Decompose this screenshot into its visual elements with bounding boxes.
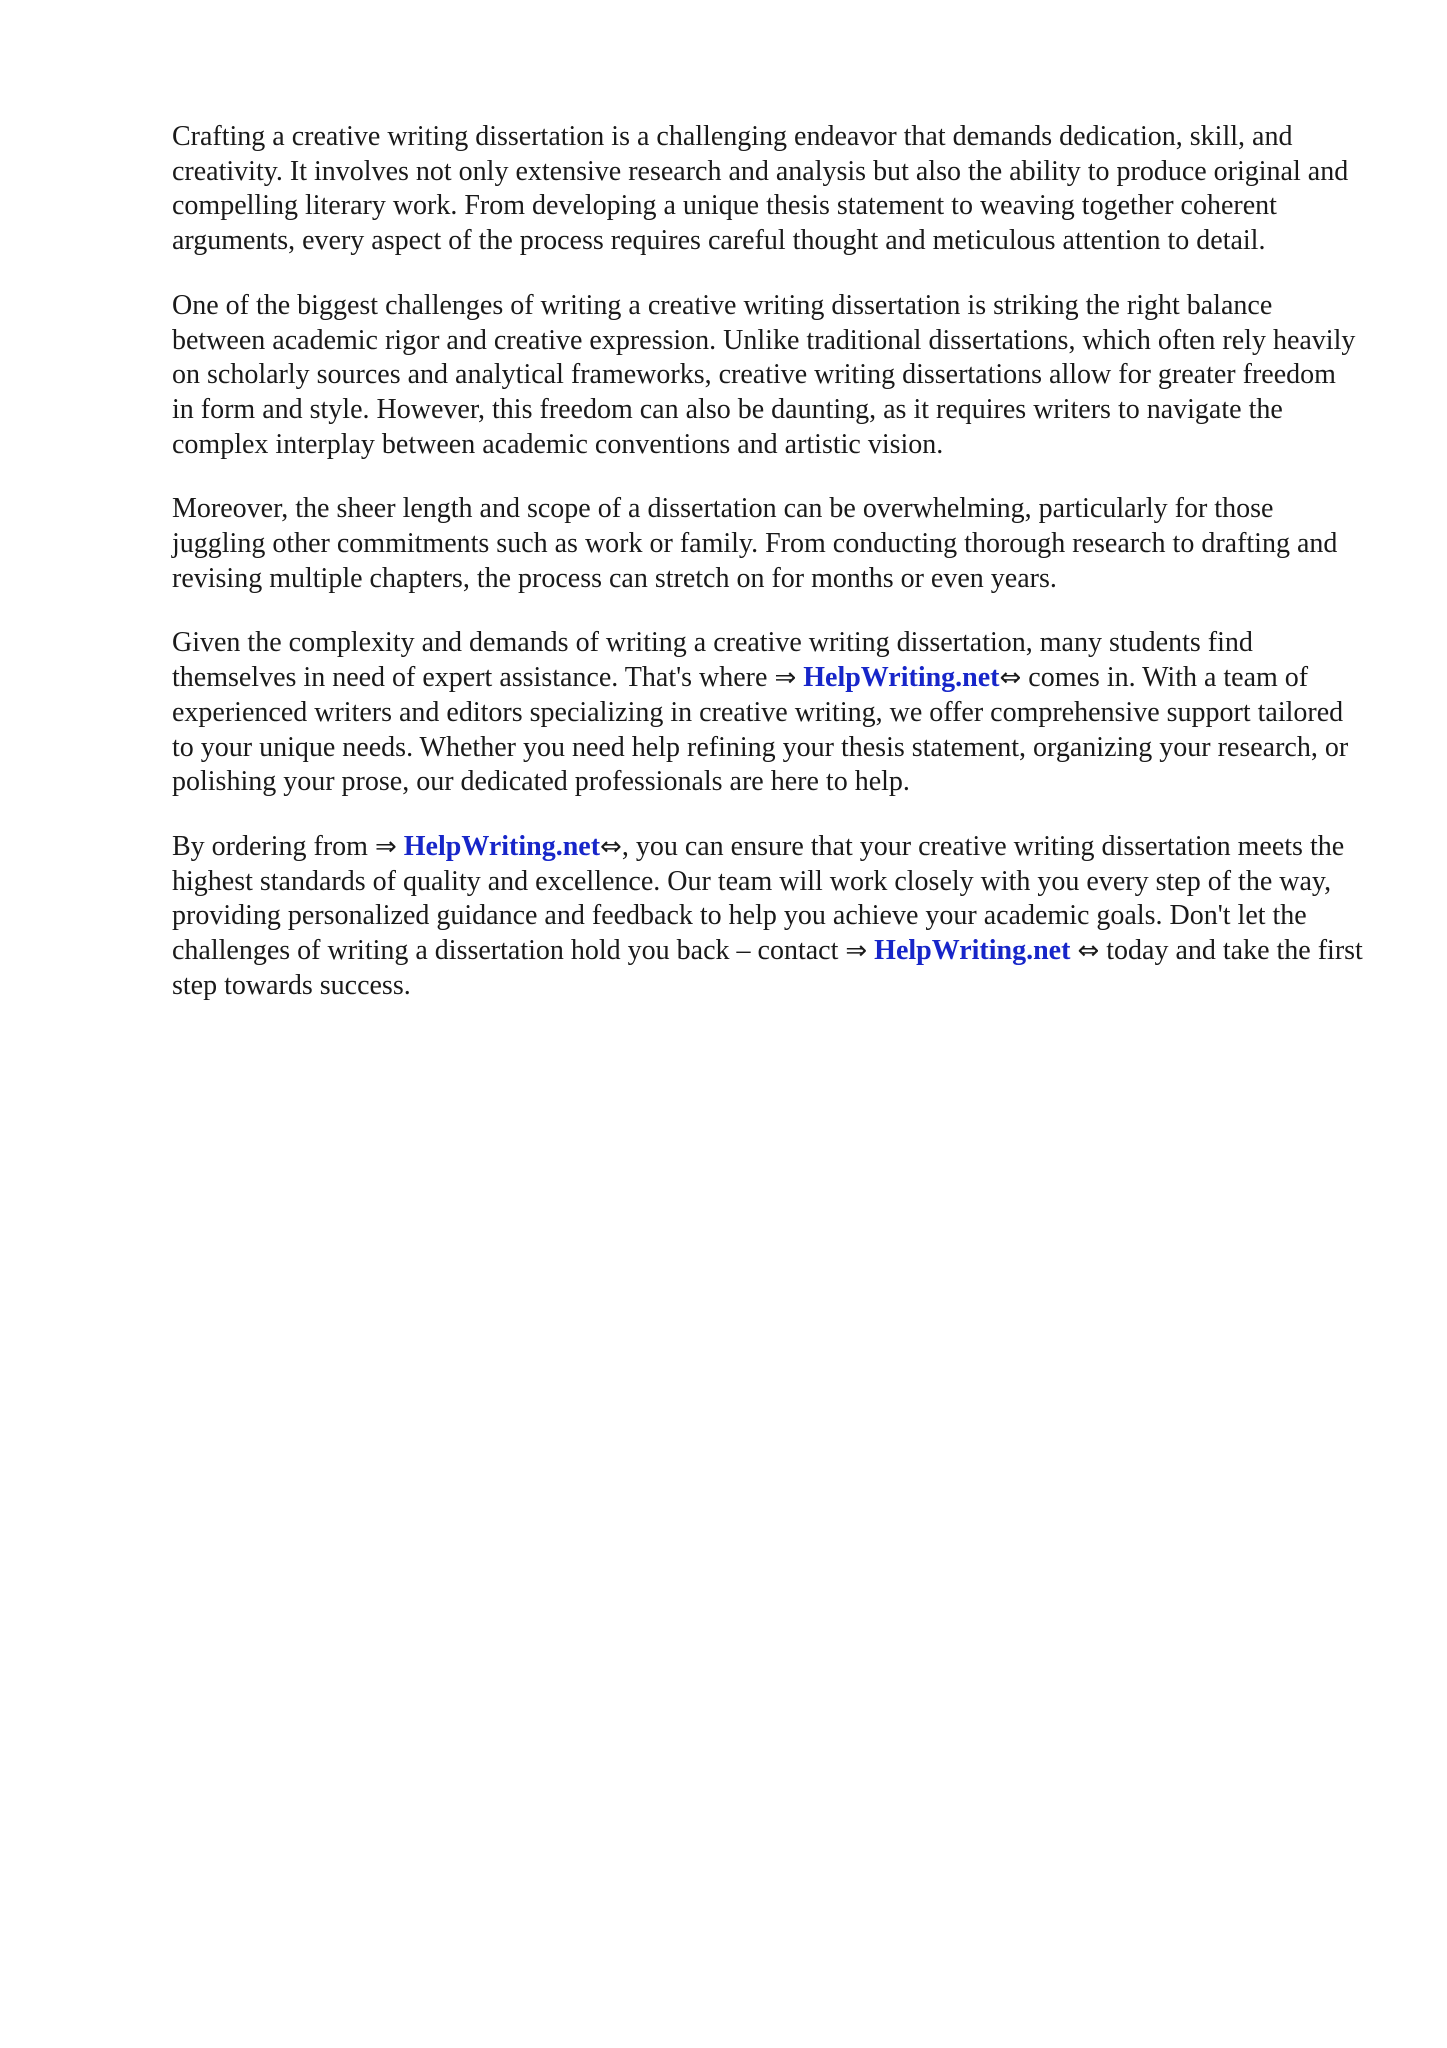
paragraph-text: Given the complexity and demands of writing a creative writing dissertation, many students find themselves in need of expert assistance. That's where [172, 627, 1253, 694]
right-double-arrow-icon: ⇒ [374, 831, 397, 862]
left-right-double-arrow-icon: ⇔ [1077, 936, 1100, 967]
right-double-arrow-icon: ⇒ [774, 663, 797, 694]
helpwriting-link[interactable]: HelpWriting.net [403, 830, 601, 862]
helpwriting-link[interactable]: HelpWriting.net [803, 662, 1000, 694]
paragraph-text: By ordering from [172, 830, 375, 862]
paragraph-text: today and take the first step towards success. [172, 935, 1363, 1001]
document-page [172, 120, 1364, 1033]
paragraph-ordering [172, 830, 1364, 1004]
paragraph-intro: Crafting a creative writing dissertation is a challenging endeavor that demands dedication, skill, and creativity. It involves not only extensive research and analysis but also the ability to produce original and compelling literary work. From developing a unique thesis statement to weaving together coherent arguments, every aspect of the process requires careful thought and meticulous attention to detail. [172, 121, 1349, 257]
left-right-double-arrow-icon: ⇔ [600, 831, 622, 862]
paragraph-assistance [172, 626, 1364, 800]
paragraph-challenges: One of the biggest challenges of writing a creative writing dissertation is striking the right balance between academic rigor and creative expression. Unlike traditional dissertations, which often rely heavily on scholarly sources and analytical frameworks, creative writing dissertations allow for greater freedom in form and style. However, this freedom can also be daunting, as it requires writers to navigate the complex interplay between academic conventions and artistic vision. [172, 289, 1356, 460]
paragraph-scope: Moreover, the sheer length and scope of a dissertation can be overwhelming, particularly for those juggling other commitments such as work or family. From conducting thorough research to drafting and revising multiple chapters, the process can stretch on for months or even years. [172, 493, 1338, 594]
right-double-arrow-icon: ⇒ [845, 936, 868, 967]
helpwriting-link[interactable]: HelpWriting.net [874, 935, 1071, 967]
left-right-double-arrow-icon: ⇔ [999, 663, 1022, 694]
paragraph-text: comes in. With a team of experienced writers and editors specializing in creative writing, we offer comprehensive support tailored to your unique needs. Whether you need help refining your thesis statement, organizing your research, or polishing your prose, our dedicated professionals are here to help. [172, 662, 1349, 798]
paragraph-text: , you can ensure that your creative writing dissertation meets the highest standards of quality and excellence. Our team will work closely with you every step of the way, providing personalized guidance and feedback to help you achieve your academic goals. Don't let the challenges of writing a dissertation hold you back – contact [172, 830, 1345, 967]
